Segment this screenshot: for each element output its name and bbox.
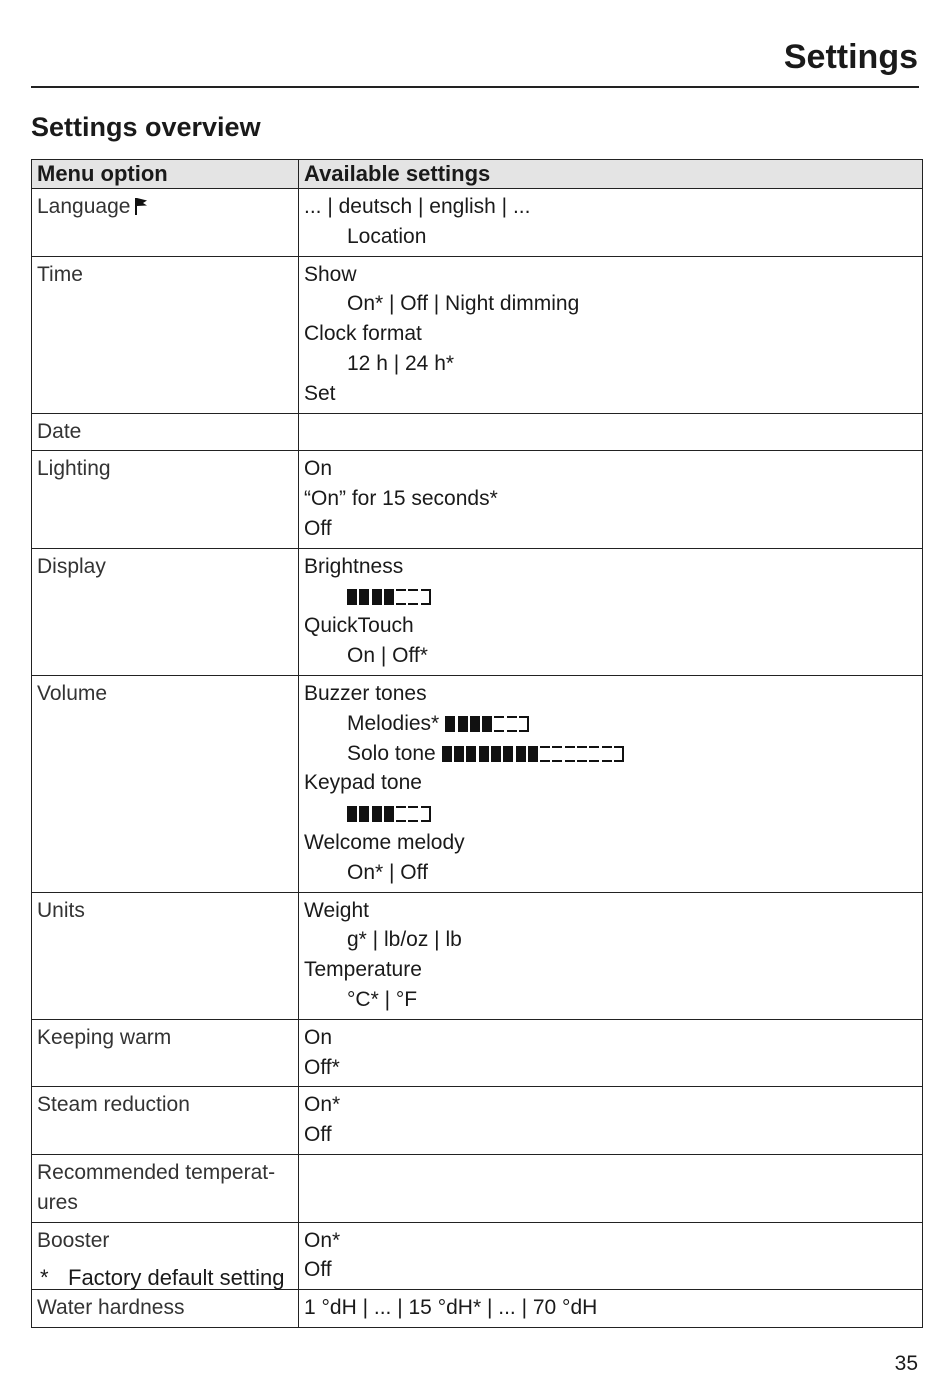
- footnote-marker: *: [40, 1265, 49, 1290]
- level-segment-filled: [347, 806, 357, 822]
- level-segment-empty: [577, 746, 587, 762]
- table-row: [32, 451, 923, 548]
- setting-line: [304, 1120, 918, 1150]
- setting-line: [304, 679, 918, 709]
- setting-text: Weight: [304, 898, 369, 922]
- setting-text: Melodies*: [347, 711, 440, 735]
- available-settings-cell: [299, 1290, 923, 1328]
- level-bar: [347, 806, 433, 822]
- menu-option-label: Keeping warm: [37, 1025, 172, 1049]
- setting-text: On*: [304, 1093, 341, 1117]
- level-segment-filled: [482, 716, 492, 732]
- available-settings-cell: [299, 548, 923, 675]
- available-settings-cell: [299, 413, 923, 451]
- level-bar: [445, 716, 531, 732]
- level-segment-empty: [614, 746, 624, 762]
- setting-line: [304, 260, 918, 290]
- setting-line: [304, 514, 918, 544]
- menu-option-cell: [32, 548, 299, 675]
- setting-text: On | Off*: [347, 644, 428, 668]
- setting-line: [304, 552, 918, 582]
- level-segment-empty: [602, 746, 612, 762]
- setting-text: On: [304, 1025, 333, 1049]
- setting-text: 12 h | 24 h*: [347, 351, 455, 375]
- setting-line: [304, 739, 918, 769]
- level-segment-empty: [565, 746, 575, 762]
- available-settings-cell: [299, 1222, 923, 1290]
- setting-text: On* | Off | Night dimming: [347, 292, 580, 316]
- table-row: [32, 189, 923, 257]
- footnote: [40, 1265, 284, 1291]
- column-header-available-settings: Available settings: [299, 160, 923, 189]
- level-segment-filled: [528, 746, 538, 762]
- setting-text: On* | Off: [347, 860, 428, 884]
- setting-text: Keypad tone: [304, 771, 422, 795]
- menu-option-label: Language: [37, 195, 131, 218]
- table-row: [32, 675, 923, 892]
- level-segment-filled: [466, 746, 476, 762]
- footnote-text: Factory default setting: [68, 1265, 285, 1290]
- setting-text: Clock format: [304, 322, 422, 346]
- available-settings-cell: [299, 675, 923, 892]
- menu-option-label: Units: [37, 898, 85, 922]
- setting-line: [304, 641, 918, 671]
- menu-option-cell: [32, 256, 299, 413]
- level-bar: [347, 589, 433, 605]
- setting-text: Welcome melody: [304, 830, 465, 854]
- menu-option-label: Steam reduction: [37, 1093, 190, 1117]
- setting-line: [304, 319, 918, 349]
- level-segment-filled: [503, 746, 513, 762]
- setting-text: 1 °dH | ... | 15 °dH* | ... | 70 °dH: [304, 1296, 598, 1320]
- setting-text: On*: [304, 1228, 341, 1252]
- available-settings-cell: [299, 892, 923, 1019]
- level-segment-empty: [408, 589, 418, 605]
- setting-text: Buzzer tones: [304, 681, 427, 705]
- level-segment-filled: [359, 806, 369, 822]
- level-segment-filled: [458, 716, 468, 732]
- level-segment-empty: [552, 746, 562, 762]
- setting-line: [304, 379, 918, 409]
- level-segment-filled: [470, 716, 480, 732]
- setting-text: Location: [347, 224, 427, 248]
- menu-option-cell: [32, 1154, 299, 1222]
- level-segment-filled: [445, 716, 455, 732]
- flag-icon: [134, 197, 148, 215]
- setting-text: QuickTouch: [304, 614, 414, 638]
- level-segment-empty: [494, 716, 504, 732]
- level-segment-empty: [519, 716, 529, 732]
- setting-line: [304, 709, 918, 739]
- setting-line: [304, 484, 918, 514]
- setting-line: [304, 828, 918, 858]
- available-settings-cell: [299, 256, 923, 413]
- page-number: 35: [894, 1352, 918, 1375]
- setting-line: [304, 768, 918, 798]
- setting-line: [304, 192, 918, 222]
- level-segment-empty: [396, 806, 406, 822]
- setting-line: [304, 454, 918, 484]
- menu-option-label: Recommended temperat- ures: [37, 1160, 276, 1214]
- setting-line: [304, 1023, 918, 1053]
- setting-text: Solo tone: [347, 741, 436, 765]
- level-segment-empty: [540, 746, 550, 762]
- setting-line: [304, 349, 918, 379]
- setting-text: “On” for 15 seconds*: [304, 487, 498, 511]
- setting-text: ... | deutsch | english | ...: [304, 195, 531, 218]
- setting-text: g* | lb/oz | lb: [347, 928, 462, 952]
- menu-option-label: Volume: [37, 681, 108, 705]
- header-divider: [31, 86, 919, 88]
- level-segment-filled: [384, 806, 394, 822]
- setting-line: [304, 222, 918, 252]
- table-row: [32, 1087, 923, 1155]
- level-segment-empty: [408, 806, 418, 822]
- setting-line: [304, 925, 918, 955]
- level-segment-filled: [372, 589, 382, 605]
- menu-option-cell: [32, 413, 299, 451]
- level-segment-filled: [442, 746, 452, 762]
- setting-line: [304, 985, 918, 1015]
- table-row: [32, 548, 923, 675]
- menu-option-cell: [32, 892, 299, 1019]
- level-segment-filled: [372, 806, 382, 822]
- table-header-row: [32, 160, 923, 189]
- setting-line: [304, 798, 918, 828]
- menu-option-label: Display: [37, 554, 106, 578]
- settings-overview-table: [31, 159, 923, 1328]
- table-row: [32, 256, 923, 413]
- menu-option-label: Lighting: [37, 457, 111, 481]
- setting-text: Show: [304, 262, 357, 286]
- available-settings-cell: [299, 1019, 923, 1087]
- setting-text: °C* | °F: [347, 987, 418, 1011]
- section-title: Settings overview: [31, 112, 261, 142]
- setting-line: [304, 1255, 918, 1285]
- table-row: [32, 413, 923, 451]
- menu-option-label: Water hardness: [37, 1296, 185, 1320]
- setting-line: [304, 858, 918, 888]
- level-segment-filled: [384, 589, 394, 605]
- level-segment-filled: [347, 589, 357, 605]
- setting-text: Off: [304, 1258, 332, 1282]
- setting-line: [304, 1293, 918, 1323]
- table-row: [32, 1290, 923, 1328]
- level-segment-empty: [396, 589, 406, 605]
- setting-line: [304, 955, 918, 985]
- setting-line: [304, 289, 918, 319]
- level-segment-filled: [491, 746, 501, 762]
- setting-text: On: [304, 457, 333, 481]
- table-row: [32, 1154, 923, 1222]
- menu-option-label: Booster: [37, 1228, 110, 1252]
- table-row: [32, 1019, 923, 1087]
- available-settings-cell: [299, 451, 923, 548]
- level-segment-filled: [454, 746, 464, 762]
- setting-text: Off: [304, 1123, 332, 1147]
- setting-text: Temperature: [304, 958, 422, 982]
- menu-option-cell: [32, 451, 299, 548]
- table-row: [32, 892, 923, 1019]
- setting-line: [304, 1090, 918, 1120]
- menu-option-cell: [32, 675, 299, 892]
- menu-option-label: Time: [37, 262, 83, 286]
- menu-option-cell: [32, 1290, 299, 1328]
- page-header-title: Settings: [783, 38, 918, 76]
- level-segment-empty: [507, 716, 517, 732]
- setting-line: [304, 1226, 918, 1256]
- available-settings-cell: [299, 1087, 923, 1155]
- level-segment-empty: [421, 589, 431, 605]
- menu-option-cell: [32, 1087, 299, 1155]
- setting-text: Brightness: [304, 554, 404, 578]
- setting-line: [304, 896, 918, 926]
- level-segment-filled: [516, 746, 526, 762]
- column-header-menu-option: Menu option: [32, 160, 299, 189]
- available-settings-cell: [299, 1154, 923, 1222]
- setting-text: Set: [304, 381, 336, 405]
- level-segment-empty: [589, 746, 599, 762]
- menu-option-label: Date: [37, 419, 82, 443]
- setting-line: [304, 1053, 918, 1083]
- level-bar: [442, 746, 626, 762]
- level-segment-filled: [359, 589, 369, 605]
- available-settings-cell: [299, 189, 923, 257]
- menu-option-cell: [32, 1019, 299, 1087]
- setting-text: Off: [304, 516, 332, 540]
- setting-text: Off*: [304, 1055, 340, 1079]
- level-segment-empty: [421, 806, 431, 822]
- level-segment-filled: [479, 746, 489, 762]
- setting-line: [304, 611, 918, 641]
- setting-line: [304, 582, 918, 612]
- menu-option-cell: [32, 189, 299, 257]
